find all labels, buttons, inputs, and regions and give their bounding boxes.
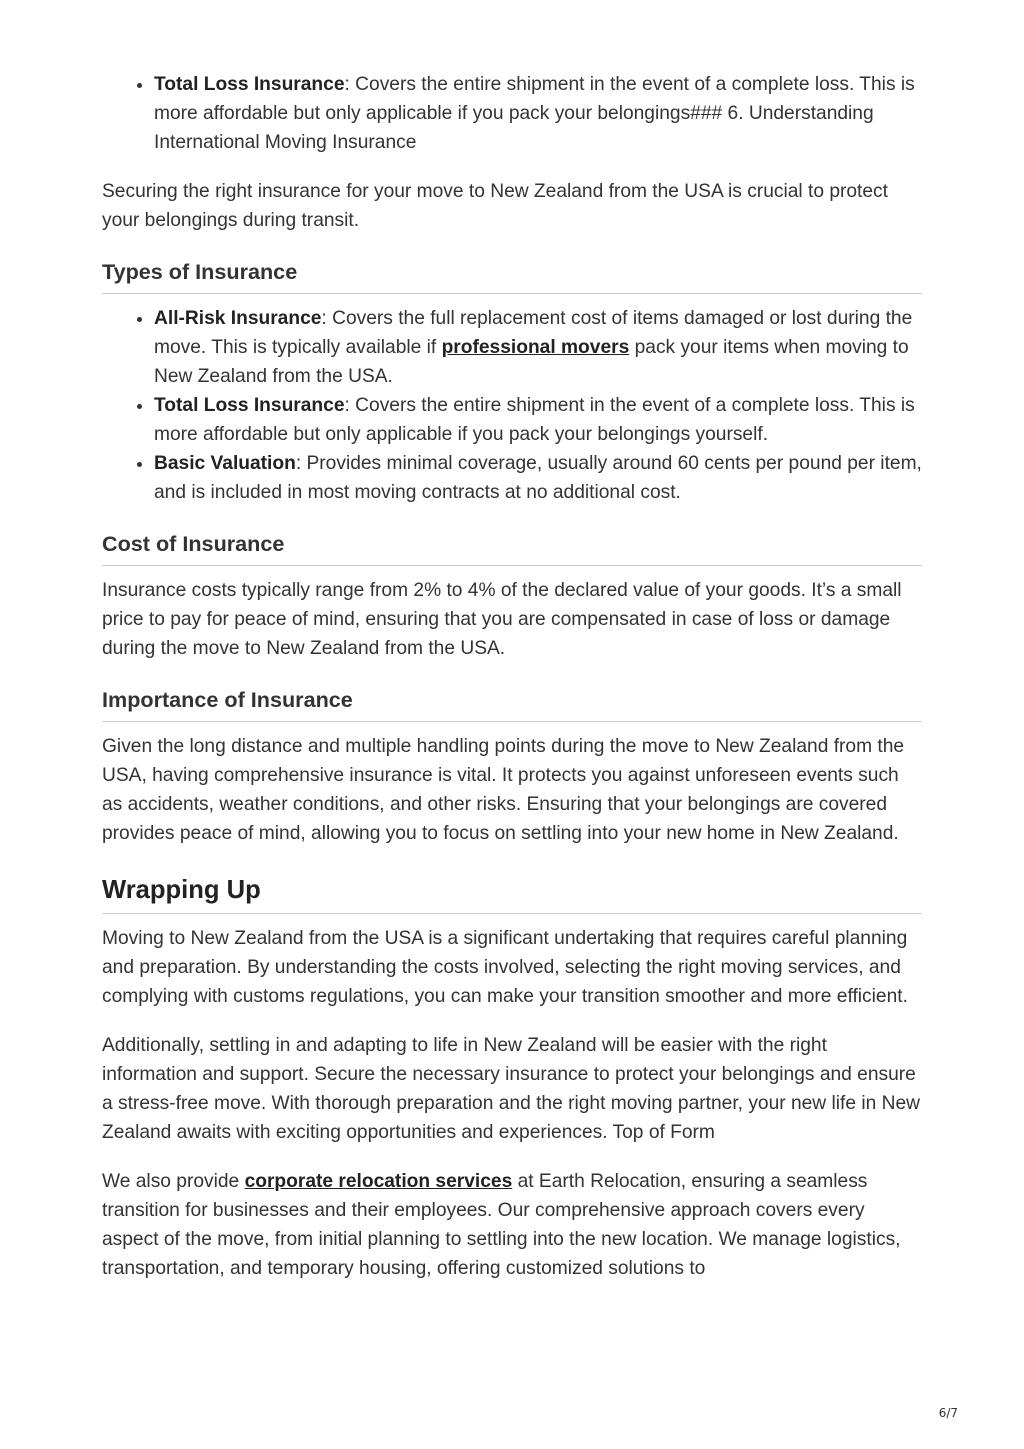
list-item-term: All-Risk Insurance xyxy=(154,308,322,329)
cost-paragraph: Insurance costs typically range from 2% to 4% of the declared value of your goods. It’s a small price to pay for peace of mind, ensuring that you are compensated in case of loss or damage during the move to New Zealand from the USA. xyxy=(102,580,902,659)
paragraph-text: at Earth Relocation, ensuring a seamless transition for businesses and their employees. Our comprehensive approach covers every aspect of the move, from initial planning to settling into the new location. We manage logistics, transportation, and temporary housing, offering customized solutions to xyxy=(102,1171,901,1279)
importance-paragraph: Given the long distance and multiple handling points during the move to New Zealand from the USA, having comprehensive insurance is vital. It protects you against unforeseen events such as accidents, weather conditions, and other risks. Ensuring that your belongings are covered provides peace of mind, allowing you to focus on settling into your new home in New Zealand. xyxy=(102,736,905,844)
document-page xyxy=(102,70,922,1283)
list-item-text: : Covers the entire shipment in the event of a complete loss. This is more affordable but only applicable if you pack your belongings### 6. Understanding International Moving Insurance xyxy=(154,74,915,153)
section-heading-cost: Cost of Insurance xyxy=(102,531,922,566)
paragraph-text: We also provide xyxy=(102,1171,245,1192)
list-item xyxy=(154,70,922,157)
list-item-text: : Covers the full replacement cost of items damaged or lost during the move. This is typically available if xyxy=(154,308,913,358)
intro-bullet-list xyxy=(102,70,922,157)
list-item-text: : Covers the entire shipment in the event of a complete loss. This is more affordable but only applicable if you pack your belongings yourself. xyxy=(154,395,915,445)
list-item xyxy=(154,449,922,507)
list-item-text: pack your items when moving to New Zealand from the USA. xyxy=(154,337,909,387)
corporate-relocation-link[interactable]: corporate relocation services xyxy=(244,1171,513,1192)
intro-paragraph: Securing the right insurance for your move to New Zealand from the USA is crucial to protect your belongings during transit. xyxy=(102,181,888,231)
section-heading-importance: Importance of Insurance xyxy=(102,687,922,722)
section-heading-types: Types of Insurance xyxy=(102,259,922,294)
page-number: 6/7 xyxy=(938,1406,958,1420)
list-item-text: : Provides minimal coverage, usually around 60 cents per pound per item, and is included in most moving contracts at no additional cost. xyxy=(154,453,922,503)
types-bullet-list xyxy=(102,304,922,507)
list-item-term: Total Loss Insurance xyxy=(154,395,345,416)
wrapping-paragraph-3 xyxy=(102,1167,922,1283)
section-heading-wrapping-up: Wrapping Up xyxy=(102,876,922,914)
list-item-term: Basic Valuation xyxy=(154,453,296,474)
wrapping-paragraph-2: Additionally, settling in and adapting to life in New Zealand will be easier with the right information and support. Secure the necessary insurance to protect your belongings and ensure a stress-free move. With thorough preparation and the right moving partner, your new life in New Zealand awaits with exciting opportunities and experiences. Top of Form xyxy=(102,1035,921,1143)
professional-movers-link[interactable]: professional movers xyxy=(441,337,630,358)
wrapping-paragraph-1: Moving to New Zealand from the USA is a significant undertaking that requires careful planning and preparation. By understanding the costs involved, selecting the right moving services, and complying with customs regulations, you can make your transition smoother and more efficient. xyxy=(102,928,908,1007)
list-item xyxy=(154,304,922,391)
list-item xyxy=(154,391,922,449)
list-item-term: Total Loss Insurance xyxy=(154,74,345,95)
